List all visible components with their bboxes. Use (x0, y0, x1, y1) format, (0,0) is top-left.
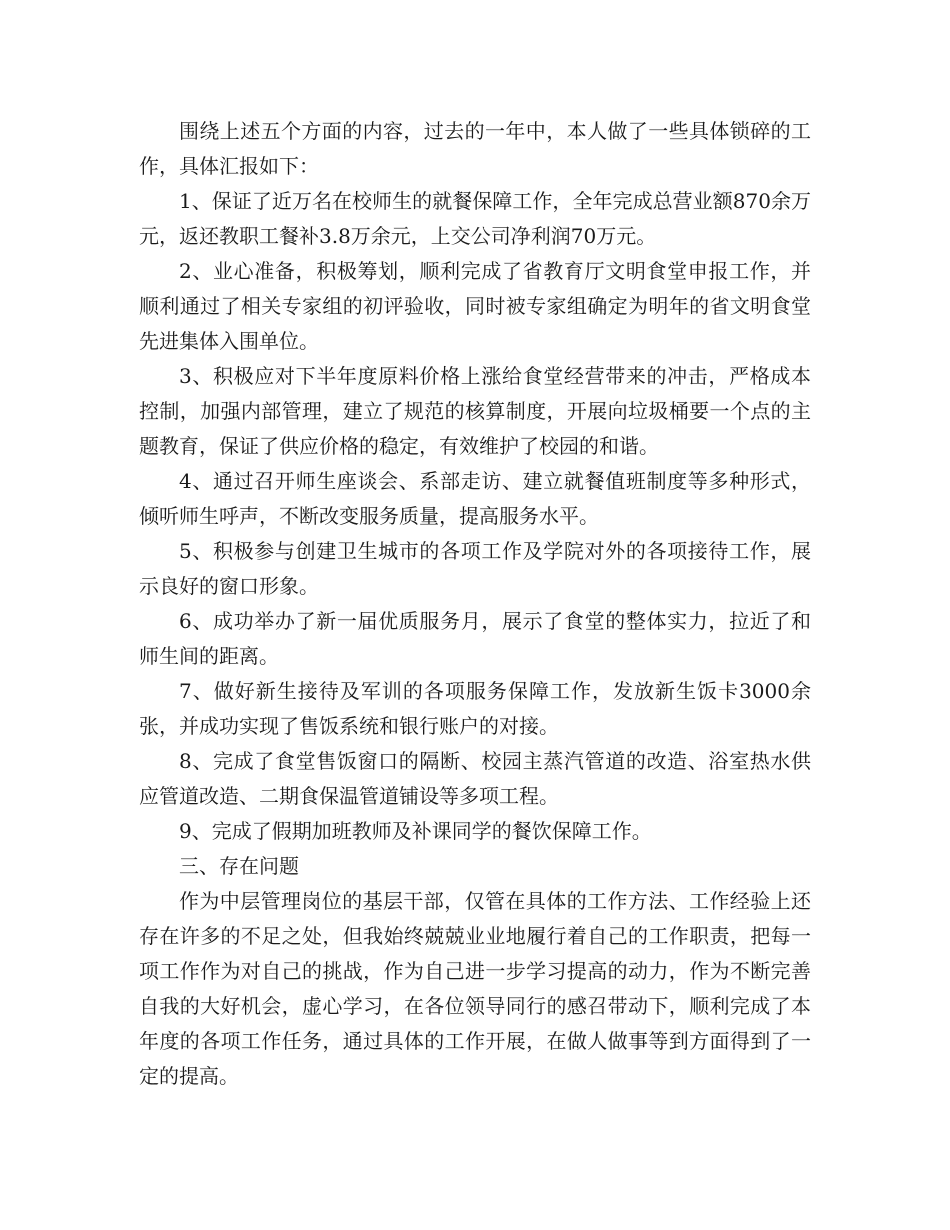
item-9-paragraph: 9、完成了假期加班教师及补课同学的餐饮保障工作。 (179, 819, 652, 843)
item-1-paragraph: 1、保证了近万名在校师生的就餐保障工作，全年完成总营业额870余万元，返还教职工餐补3.8万余元，上交公司净利润70万元。 (139, 189, 811, 248)
item-6-paragraph: 6、成功举办了新一届优质服务月，展示了食堂的整体实力，拉近了和师生间的距离。 (139, 609, 811, 668)
item-8-paragraph: 8、完成了食堂售饭窗口的隔断、校园主蒸汽管道的改造、浴室热水供应管道改造、二期食保温管道铺设等多项工程。 (139, 749, 811, 808)
problems-paragraph: 作为中层管理岗位的基层干部，仅管在具体的工作方法、工作经验上还存在许多的不足之处，但我始终兢兢业业地履行着自己的工作职责，把每一项工作作为对自己的挑战，作为自己进一步学习提高的动力，作为不断完善自我的大好机会，虚心学习，在各位领导同行的感召带动下，顺利完成了本年度的各项工作任务，通过具体的工作开展，在做人做事等到方面得到了一定的提高。 (139, 889, 811, 1088)
item-7-paragraph: 7、做好新生接待及军训的各项服务保障工作，发放新生饭卡3000余张，并成功实现了售饭系统和银行账户的对接。 (139, 679, 811, 738)
item-5-paragraph: 5、积极参与创建卫生城市的各项工作及学院对外的各项接待工作，展示良好的窗口形象。 (139, 539, 811, 598)
intro-paragraph: 围绕上述五个方面的内容，过去的一年中，本人做了一些具体锁碎的工作，具体汇报如下： (139, 119, 811, 178)
item-2-paragraph: 2、业心准备，积极筹划，顺利完成了省教育厅文明食堂申报工作，并顺利通过了相关专家组的初评验收，同时被专家组确定为明年的省文明食堂先进集体入围单位。 (139, 259, 811, 353)
item-4-paragraph: 4、通过召开师生座谈会、系部走访、建立就餐值班制度等多种形式，倾听师生呼声，不断改变服务质量，提高服务水平。 (139, 469, 811, 528)
document-body (139, 114, 811, 1094)
item-3-paragraph: 3、积极应对下半年度原料价格上涨给食堂经营带来的冲击，严格成本控制，加强内部管理，建立了规范的核算制度，开展向垃圾桶要一个点的主题教育，保证了供应价格的稳定，有效维护了校园的和谐。 (139, 364, 811, 458)
section-heading-problems: 三、存在问题 (179, 854, 299, 878)
